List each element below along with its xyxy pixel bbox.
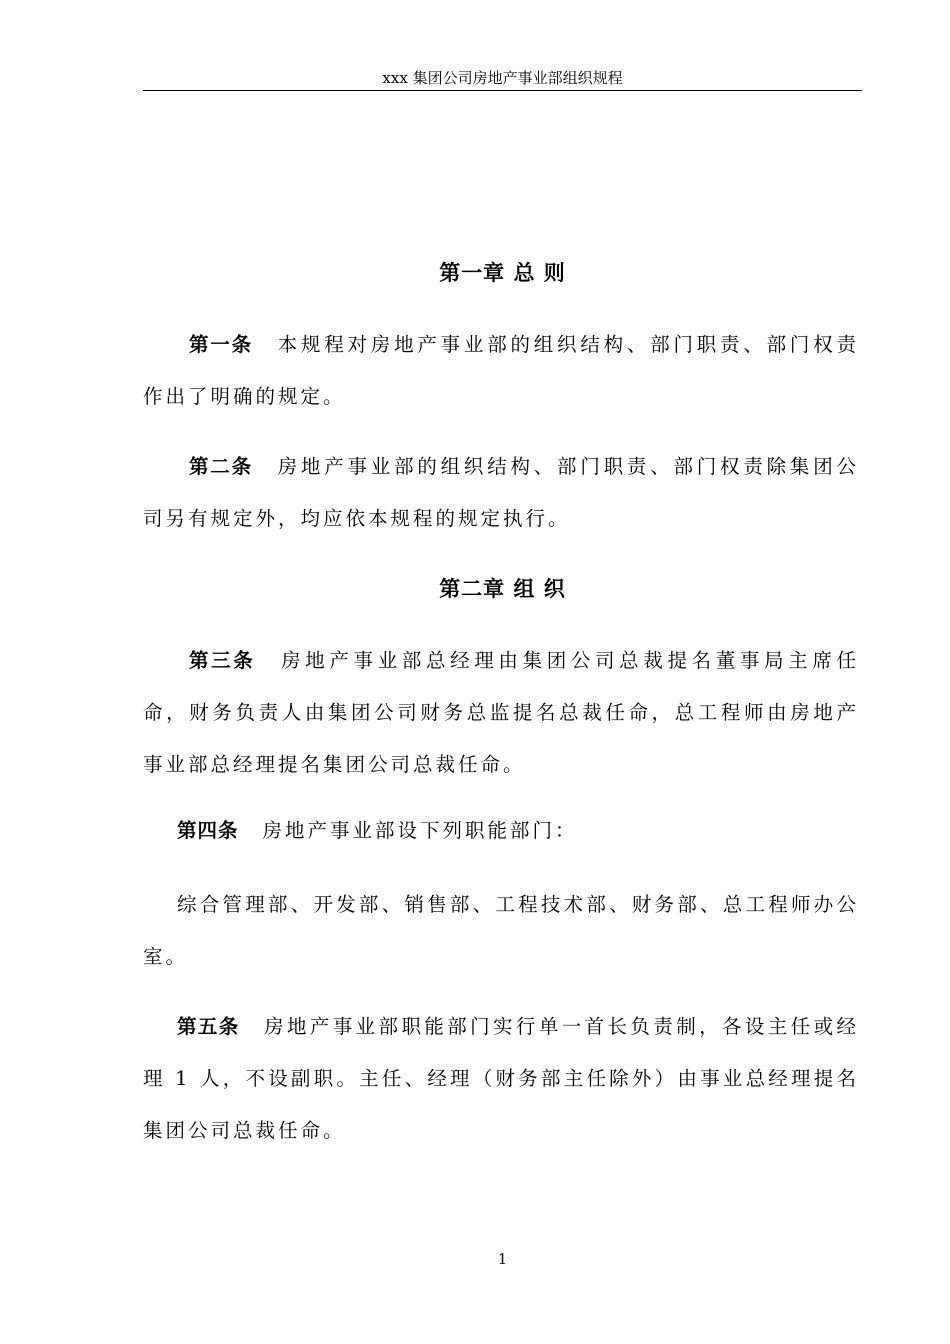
article-4-label: 第四条 xyxy=(177,819,239,842)
chapter-2-heading: 第二章 组 织 xyxy=(439,577,566,601)
article-1 xyxy=(143,319,859,423)
document-header: xxx 集团公司房地产事业部组织规程 xyxy=(382,69,623,87)
chapter-1-heading: 第一章 总 则 xyxy=(439,261,566,285)
article-3-text: 房地产事业部总经理由集团公司总裁提名董事局主席任命，财务负责人由集团公司财务总监提名总裁任命，总工程师由房地产事业部总经理提名集团公司总裁任命。 xyxy=(143,649,859,776)
article-5-text: 房地产事业部职能部门实行单一首长负责制，各设主任或经理 1 人，不设副职。主任、经理（财务部主任除外）由事业总经理提名集团公司总裁任命。 xyxy=(143,1015,859,1142)
article-3-label: 第三条 xyxy=(189,649,256,672)
article-2-text: 房地产事业部的组织结构、部门职责、部门权责除集团公司另有规定外，均应依本规程的规定执行。 xyxy=(143,455,859,530)
article-5 xyxy=(143,1001,859,1157)
article-1-text: 本规程对房地产事业部的组织结构、部门职责、部门权责作出了明确的规定。 xyxy=(143,333,859,408)
page-number: 1 xyxy=(497,1250,508,1268)
article-5-label: 第五条 xyxy=(177,1015,240,1038)
article-3 xyxy=(143,635,859,791)
article-4-text: 房地产事业部设下列职能部门： xyxy=(262,819,578,842)
department-list-text: 综合管理部、开发部、销售部、工程技术部、财务部、总工程师办公室。 xyxy=(143,893,859,968)
header-rule xyxy=(143,90,862,91)
article-2 xyxy=(143,441,859,545)
department-list xyxy=(143,879,859,983)
article-2-label: 第二条 xyxy=(189,455,253,478)
article-4 xyxy=(143,805,859,857)
article-1-label: 第一条 xyxy=(189,333,253,356)
